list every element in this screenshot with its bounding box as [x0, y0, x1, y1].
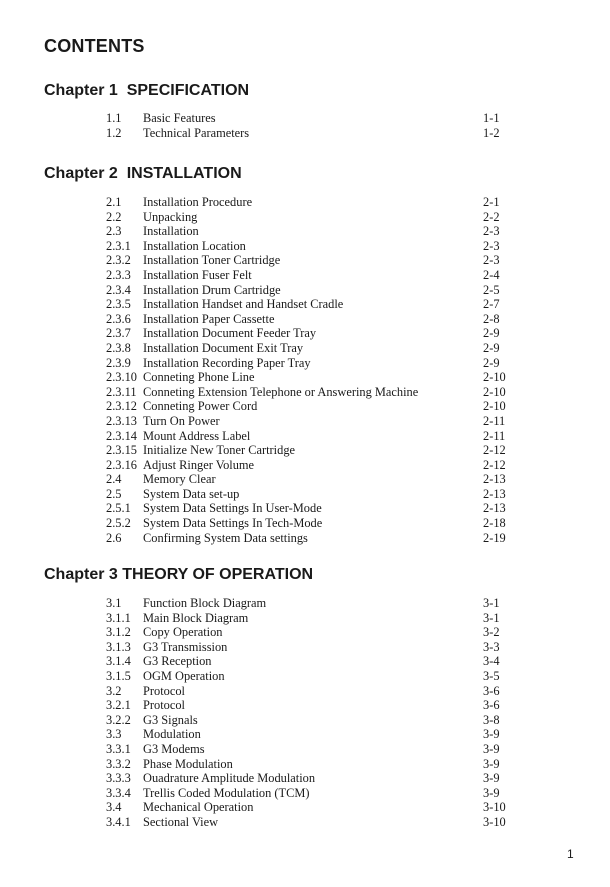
page-ref: 2-3 — [483, 224, 500, 239]
section-title: Initialize New Toner Cartridge — [143, 443, 296, 458]
toc-entry — [0, 239, 610, 254]
section-number: 2.3.10 — [106, 370, 137, 385]
page-ref: 2-11 — [483, 428, 506, 443]
toc-entry — [0, 356, 610, 371]
section-number: 2.4 — [106, 472, 122, 487]
section-title: Installation Document Feeder Tray — [143, 326, 317, 341]
contents-title: CONTENTS — [44, 36, 145, 56]
toc-entry — [0, 815, 610, 830]
page-ref: 3-9 — [483, 785, 500, 800]
section-number: 2.3 — [106, 224, 122, 239]
section-number: 2.3.2 — [106, 253, 131, 268]
page-ref: 2-10 — [483, 384, 506, 399]
section-number: 2.3.8 — [106, 340, 131, 355]
section-number: 2.3.5 — [106, 297, 131, 312]
section-title: Turn On Power — [143, 413, 220, 428]
page-ref: 3-9 — [483, 727, 500, 742]
page-ref: 2-7 — [483, 297, 500, 312]
section-title: Copy Operation — [143, 625, 223, 640]
section-title: Ouadrature Amplitude Modulation — [143, 771, 316, 786]
section-number: 3.3.3 — [106, 771, 131, 786]
section-title: Installation Procedure — [143, 195, 253, 209]
section-title: Conneting Extension Telephone or Answering Machine — [143, 384, 419, 399]
section-title: Installation Toner Cartridge — [143, 253, 281, 268]
section-number: 2.3.1 — [106, 238, 131, 253]
page-ref: 3-6 — [483, 698, 500, 713]
section-title: Conneting Phone Line — [143, 370, 255, 385]
section-number: 2.3.4 — [106, 282, 131, 297]
page-ref: 3-9 — [483, 741, 500, 756]
section-number: 3.2 — [106, 683, 122, 698]
toc-entry — [0, 531, 610, 546]
section-title: Mount Address Label — [143, 428, 251, 443]
page-ref: 3-9 — [483, 771, 500, 786]
page-ref: 2-9 — [483, 326, 500, 341]
toc-entry — [0, 713, 610, 728]
page-ref: 2-10 — [483, 399, 506, 414]
toc-entry — [0, 341, 610, 356]
toc-entry — [0, 414, 610, 429]
section-number: 2.5 — [106, 486, 122, 501]
page-ref: 2-13 — [483, 486, 506, 501]
section-number: 2.3.3 — [106, 267, 131, 282]
page-ref: 1-2 — [483, 125, 500, 140]
section-title: System Data Settings In User-Mode — [143, 501, 322, 516]
chapter-1-entries — [0, 111, 610, 140]
chapter-heading: Chapter 3 THEORY OF OPERATION — [44, 566, 314, 583]
toc-entry — [0, 625, 610, 640]
section-number: 3.3.1 — [106, 741, 131, 756]
toc-entry — [0, 472, 610, 487]
section-number: 3.1.4 — [106, 654, 131, 669]
section-title: Installation Fuser Felt — [143, 267, 252, 282]
toc-entry — [0, 771, 610, 786]
section-number: 2.3.11 — [106, 384, 137, 399]
toc-entry — [0, 253, 610, 268]
toc-entry — [0, 326, 610, 341]
section-title: System Data set-up — [143, 486, 240, 501]
toc-entry — [0, 443, 610, 458]
toc-entry — [0, 742, 610, 757]
page-ref: 2-12 — [483, 443, 506, 458]
toc-entry — [0, 640, 610, 655]
page-ref: 3-4 — [483, 654, 500, 669]
section-number: 3.4.1 — [106, 814, 131, 829]
section-title: Adjust Ringer Volume — [143, 457, 255, 472]
page-ref: 2-4 — [483, 267, 500, 282]
page-ref: 3-10 — [483, 814, 506, 829]
section-number: 3.1.3 — [106, 639, 131, 654]
section-number: 2.2 — [106, 209, 122, 224]
section-number: 2.3.7 — [106, 326, 131, 341]
section-title: Trellis Coded Modulation (TCM) — [143, 785, 310, 800]
section-number: 2.5.1 — [106, 501, 131, 516]
page-ref: 2-5 — [483, 282, 500, 297]
section-title: Function Block Diagram — [143, 596, 267, 610]
page-ref: 2-11 — [483, 413, 506, 428]
section-title: Mechanical Operation — [143, 800, 254, 815]
section-number: 3.3.2 — [106, 756, 131, 771]
toc-entry — [0, 654, 610, 669]
toc-entry — [0, 684, 610, 699]
toc-entry — [0, 126, 610, 141]
chapter-3-entries — [0, 596, 610, 830]
page-ref: 3-1 — [483, 610, 500, 625]
toc-entry — [0, 111, 610, 126]
page-ref: 2-19 — [483, 530, 506, 545]
section-title: Protocol — [143, 698, 185, 713]
section-title: G3 Modems — [143, 741, 205, 756]
section-title: G3 Signals — [143, 712, 198, 727]
section-number: 3.1 — [106, 596, 122, 610]
toc-entry — [0, 727, 610, 742]
toc-entry — [0, 596, 610, 611]
toc-entry — [0, 283, 610, 298]
page-ref: 3-5 — [483, 668, 500, 683]
section-number: 1.2 — [106, 125, 122, 140]
page-ref: 3-6 — [483, 683, 500, 698]
section-number: 3.2.1 — [106, 698, 131, 713]
toc-entry — [0, 429, 610, 444]
section-number: 3.1.5 — [106, 668, 131, 683]
section-number: 3.4 — [106, 800, 122, 815]
section-title: Conneting Power Cord — [143, 399, 258, 414]
section-title: Installation Handset and Handset Cradle — [143, 297, 344, 312]
section-number: 2.5.2 — [106, 516, 131, 531]
page-ref: 3-3 — [483, 639, 500, 654]
page-ref: 3-10 — [483, 800, 506, 815]
section-title: Installation Location — [143, 238, 246, 253]
section-number: 2.3.15 — [106, 443, 137, 458]
section-number: 3.1.1 — [106, 610, 131, 625]
toc-entry — [0, 195, 610, 210]
chapter-heading: Chapter 1 SPECIFICATION — [44, 82, 250, 99]
section-title: Installation Paper Cassette — [143, 311, 275, 326]
section-title: System Data Settings In Tech-Mode — [143, 516, 323, 531]
toc-entry — [0, 698, 610, 713]
section-number: 2.3.12 — [106, 399, 137, 414]
section-number: 3.1.2 — [106, 625, 131, 640]
page-ref: 1-1 — [483, 111, 500, 125]
page-ref: 2-3 — [483, 253, 500, 268]
section-number: 2.6 — [106, 530, 122, 545]
section-title: Phase Modulation — [143, 756, 233, 771]
toc-entry — [0, 611, 610, 626]
page-ref: 2-2 — [483, 209, 500, 224]
toc-entry — [0, 297, 610, 312]
page-ref: 3-9 — [483, 756, 500, 771]
section-number: 2.3.9 — [106, 355, 131, 370]
page-ref: 2-18 — [483, 516, 506, 531]
page-ref: 3-8 — [483, 712, 500, 727]
toc-entry — [0, 487, 610, 502]
section-title: Confirming System Data settings — [143, 530, 308, 545]
section-title: Technical Parameters — [143, 125, 250, 140]
page-number: 1 — [567, 847, 574, 861]
toc-entry — [0, 399, 610, 414]
section-title: Installation Document Exit Tray — [143, 340, 304, 355]
toc-entry — [0, 312, 610, 327]
section-title: Modulation — [143, 727, 201, 742]
section-title: Basic Features — [143, 111, 216, 125]
toc-entry — [0, 757, 610, 772]
section-number: 3.2.2 — [106, 712, 131, 727]
section-number: 2.3.13 — [106, 413, 137, 428]
section-number: 2.1 — [106, 195, 122, 209]
page-ref: 2-8 — [483, 311, 500, 326]
toc-entry — [0, 501, 610, 516]
section-number: 3.3 — [106, 727, 122, 742]
section-number: 2.3.16 — [106, 457, 137, 472]
toc-entry — [0, 786, 610, 801]
toc-entry — [0, 800, 610, 815]
section-title: Main Block Diagram — [143, 610, 249, 625]
toc-entry — [0, 669, 610, 684]
chapter-heading: Chapter 2 INSTALLATION — [44, 165, 242, 182]
page-ref: 3-1 — [483, 596, 500, 610]
section-title: G3 Reception — [143, 654, 212, 669]
section-title: G3 Transmission — [143, 639, 228, 654]
page-ref: 2-13 — [483, 472, 506, 487]
chapter-2-entries — [0, 195, 610, 545]
section-title: Installation — [143, 224, 199, 239]
toc-entry — [0, 224, 610, 239]
section-number: 2.3.6 — [106, 311, 131, 326]
toc-entry — [0, 385, 610, 400]
section-title: Sectional View — [143, 814, 219, 829]
section-title: Installation Recording Paper Tray — [143, 355, 311, 370]
page-ref: 2-12 — [483, 457, 506, 472]
page-ref: 2-10 — [483, 370, 506, 385]
toc-entry — [0, 210, 610, 225]
page-ref: 2-9 — [483, 355, 500, 370]
page-ref: 2-3 — [483, 238, 500, 253]
page-ref: 2-1 — [483, 195, 500, 209]
section-title: OGM Operation — [143, 668, 225, 683]
page-ref: 3-2 — [483, 625, 500, 640]
section-number: 1.1 — [106, 111, 122, 125]
page-ref: 2-13 — [483, 501, 506, 516]
toc-entry — [0, 370, 610, 385]
section-title: Protocol — [143, 683, 185, 698]
page-ref: 2-9 — [483, 340, 500, 355]
section-title: Unpacking — [143, 209, 198, 224]
section-number: 3.3.4 — [106, 785, 131, 800]
toc-entry — [0, 268, 610, 283]
section-title: Memory Clear — [143, 472, 216, 487]
toc-entry — [0, 516, 610, 531]
toc-entry — [0, 458, 610, 473]
section-title: Installation Drum Cartridge — [143, 282, 281, 297]
section-number: 2.3.14 — [106, 428, 137, 443]
